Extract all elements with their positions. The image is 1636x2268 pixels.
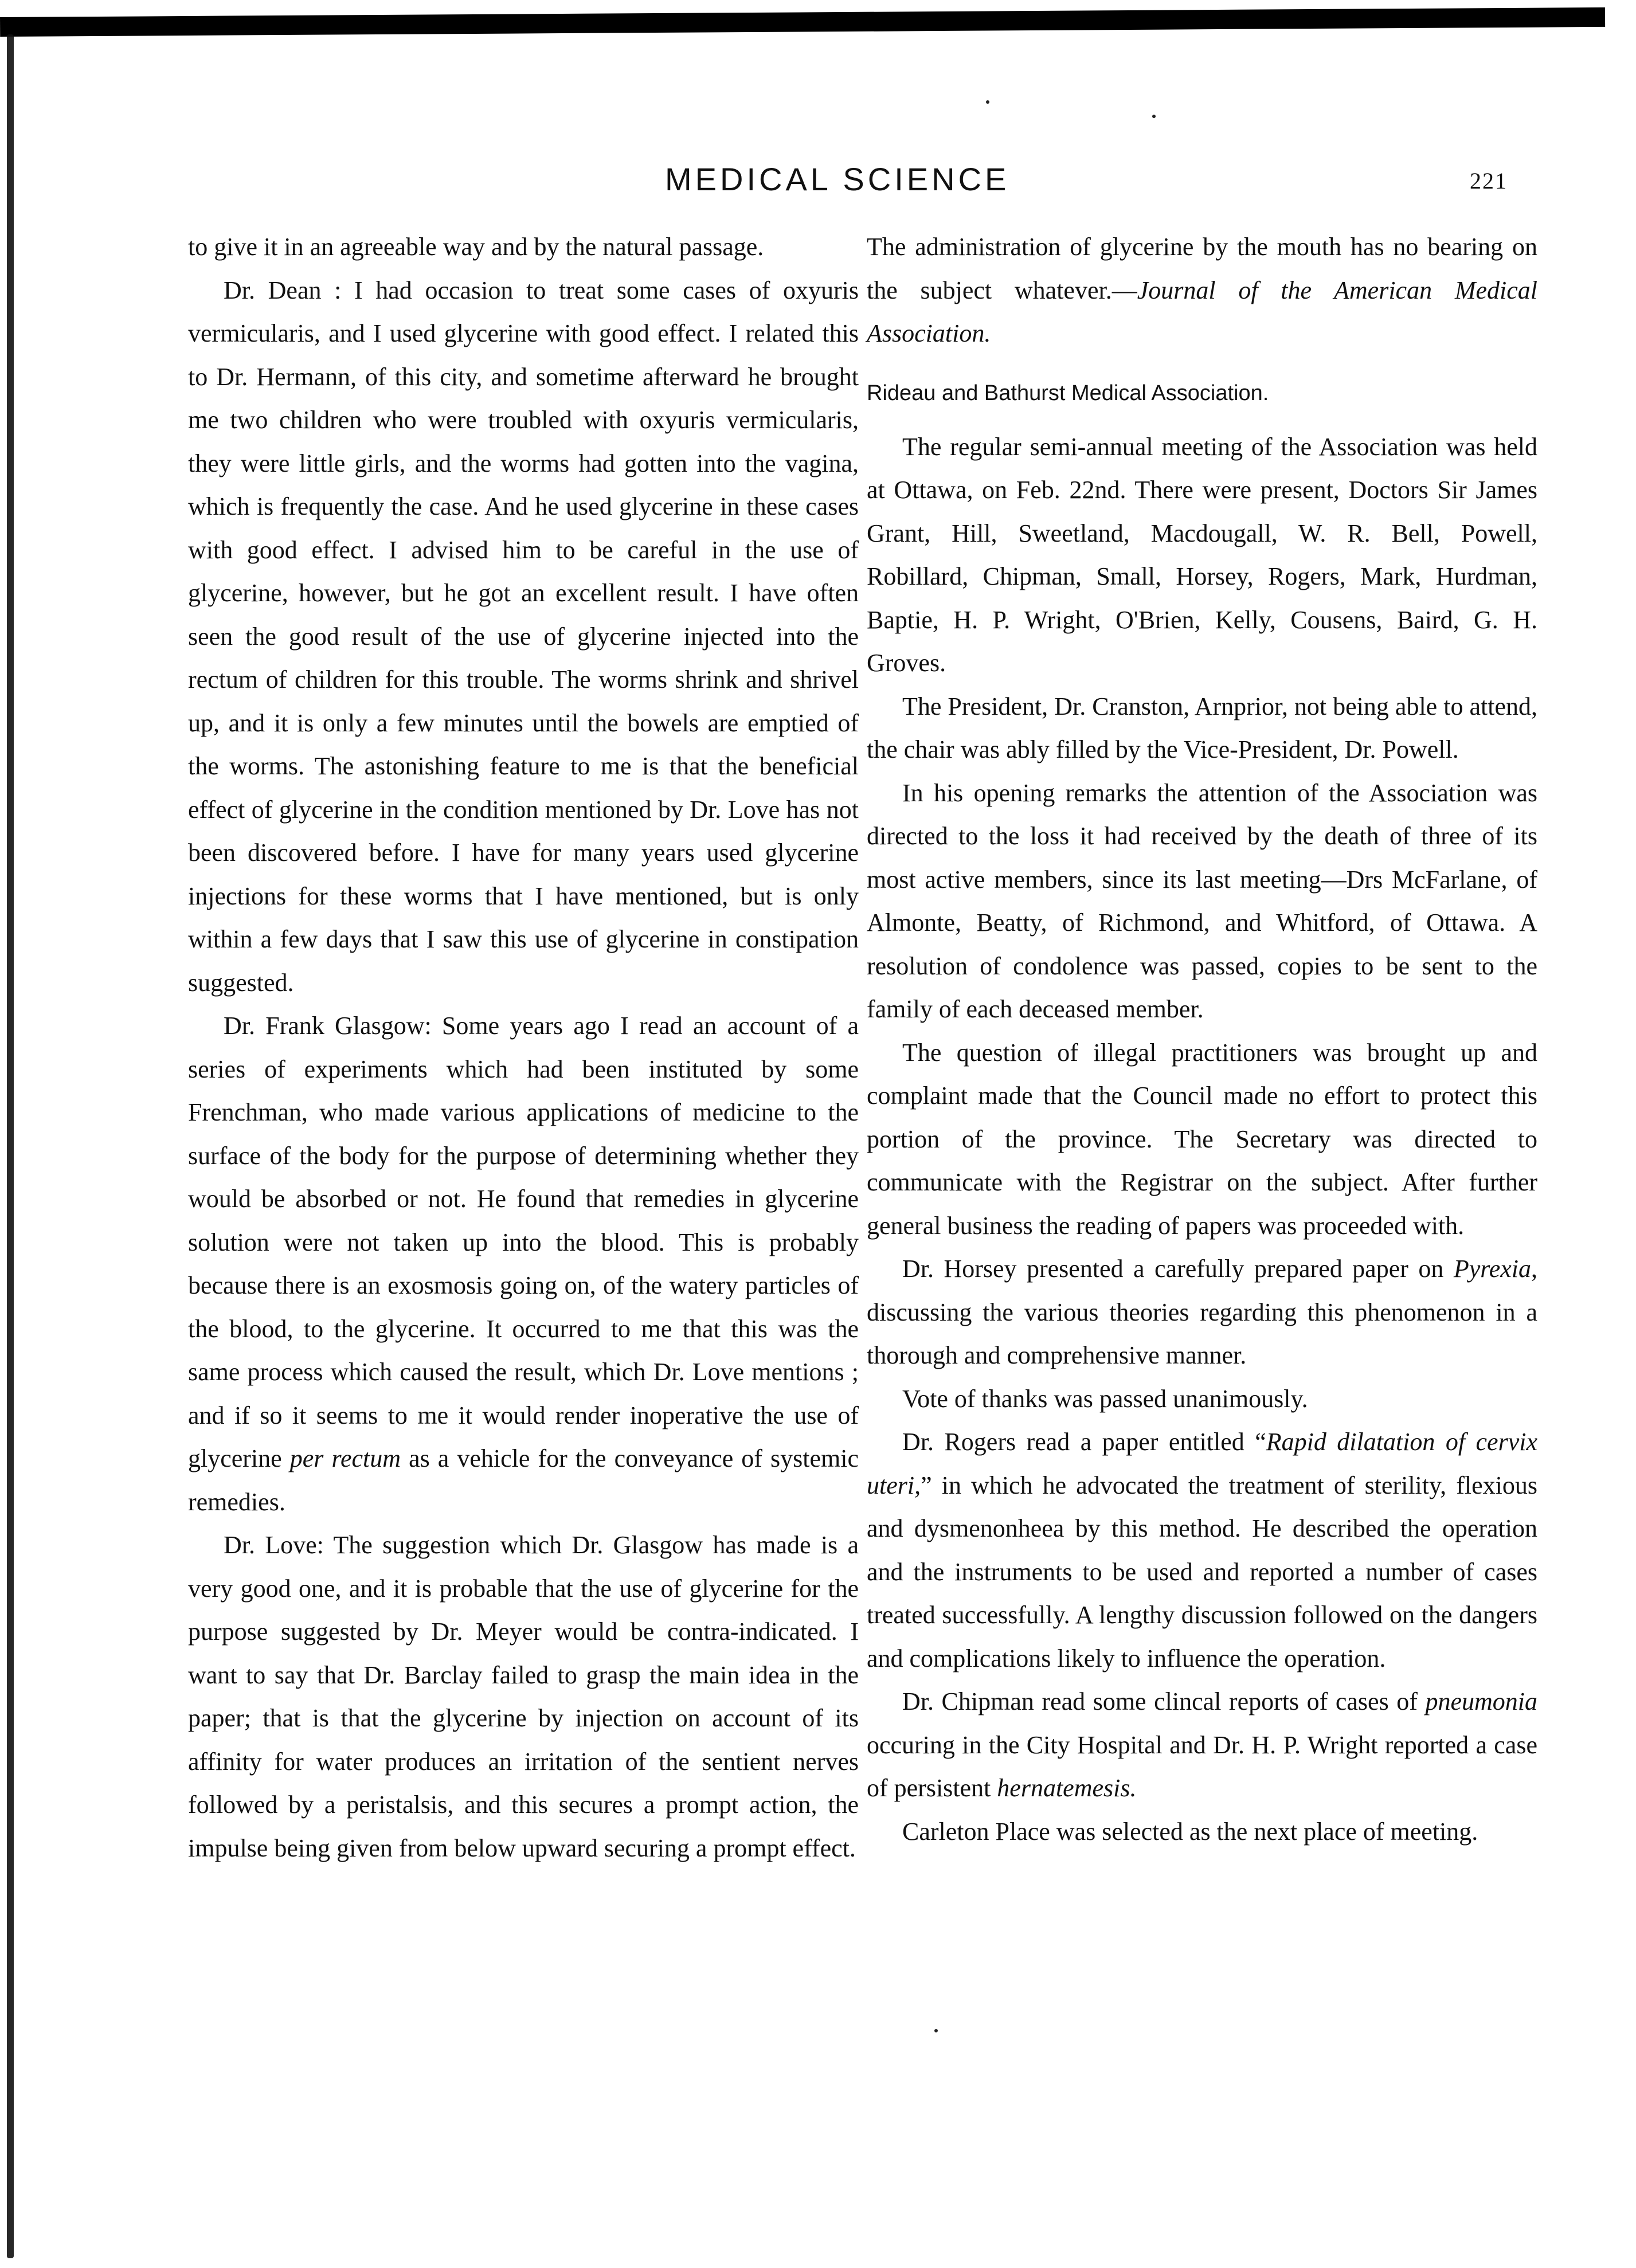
- scan-border-left: [7, 34, 14, 2258]
- page-number: 221: [1470, 168, 1508, 194]
- paragraph-opening-remarks: In his opening remarks the attention of the Association was directed to the loss it had received by the death of three of its most active members, since its last meeting—Drs McFarlane, of Almonte, Beatty, of Richmond, and Whitford, of Ottawa. A resolution of condolence was passed, copies to be sent to the family of each deceased member.: [867, 778, 1537, 1023]
- page-header: [189, 160, 1508, 201]
- italic-term: per rectum: [289, 1444, 401, 1472]
- right-column: [867, 225, 1537, 1853]
- citation: Journal of the American Medical Association.: [867, 276, 1537, 347]
- paragraph-illegal-practitioners: The question of illegal practitioners was brought up and complaint made that the Council made no effort to protect this portion of the province. The Secretary was directed to communicate with the Registrar on the subject. After further general business the reading of papers was proceeded with.: [867, 1038, 1537, 1240]
- paragraph-dr-rogers: [867, 1420, 1537, 1680]
- text: Dr. Chipman read some clincal reports of cases of: [902, 1687, 1426, 1715]
- left-column: [188, 225, 859, 1870]
- text: Dr. Frank Glasgow: Some years ago I read an account of a series of experiments which had been instituted by some Frenchman, who made various applications of medicine to the surface of the body for the purpose of determining whether they would be absorbed or not. He found that remedies in glycerine solution were not taken up into the blood. This is probably because there is an exosmosis going on, of the watery particles of the blood, to the glycerine. It occurred to me that this was the same process which caused the result, which Dr. Love mentions ; and if so it seems to me it would render inoperative the use of glycerine: [188, 1012, 859, 1472]
- paragraph-dr-dean: Dr. Dean : I had occasion to treat some cases of oxyuris vermicularis, and I used glycerine with good effect. I related this to Dr. Hermann, of this city, and sometime afterward he brought me two children who were troubled with oxyuris vermicularis, they were little girls, and the worms had gotten into the vagina, which is frequently the case. And he used glycerine in these cases with good effect. I advised him to be careful in the use of glycerine, however, but he got an excellent result. I have often seen the good result of the use of glycerine injected into the rectum of children for this trouble. The worms shrink and shrivel up, and it is only a few minutes until the bowels are emptied of the worms. The astonishing feature to me is that the beneficial effect of glycerine in the condition mentioned by Dr. Love has not been discovered before. I have for many years used glycerine injections for these worms that I have mentioned, but is only within a few days that I saw this use of glycerine in constipation suggested.: [188, 276, 859, 997]
- italic-title: Rapid dilatation of cervix uteri,: [867, 1428, 1537, 1499]
- paragraph-dr-chipman: [867, 1680, 1537, 1810]
- section-heading: Rideau and Bathurst Medical Association.: [867, 381, 1269, 405]
- paragraph-president: The President, Dr. Cranston, Arnprior, not being able to attend, the chair was ably filled by the Vice-President, Dr. Powell.: [867, 692, 1537, 763]
- paragraph-attendance: The regular semi-annual meeting of the Association was held at Ottawa, on Feb. 22nd. There were present, Doctors Sir James Grant, Hill, Sweetland, Macdougall, W. R. Bell, Powell, Robillard, Chipman, Small, Horsey, Rogers, Mark, Hurdman, Baptie, H. P. Wright, O'Brien, Kelly, Cousens, Baird, G. H. Groves.: [867, 432, 1537, 677]
- scan-border-top: [0, 7, 1605, 37]
- text: The administration of glycerine by the mouth has no bearing on the subject whatever.—: [867, 233, 1537, 304]
- italic-term: pneumonia: [1425, 1687, 1537, 1715]
- paragraph-vote: Vote of thanks was passed unanimously.: [902, 1384, 1308, 1413]
- italic-term: Pyrexia: [1453, 1255, 1531, 1283]
- running-title: MEDICAL SCIENCE: [665, 161, 1010, 197]
- italic-term: hernatemesis.: [997, 1774, 1137, 1802]
- paragraph-next-meeting: Carleton Place was selected as the next place of meeting.: [902, 1817, 1478, 1846]
- scan-speck: [934, 2029, 938, 2032]
- scan-speck: [986, 100, 989, 104]
- paragraph-dr-horsey: [867, 1247, 1537, 1377]
- paragraph-dr-glasgow: [188, 1004, 859, 1523]
- paragraph-dr-love: Dr. Love: The suggestion which Dr. Glasgow has made is a very good one, and it is probable that the use of glycerine for the purpose suggested by Dr. Meyer would be contra-indicated. I want to say that Dr. Barclay failed to grasp the main idea in the paper; that is that the glycerine by injection on account of its affinity for water produces an irritation of the sentient nerves followed by a peristalsis, and this secures a prompt action, the impulse being given from below upward securing a prompt effect.: [188, 1531, 859, 1862]
- text: Dr. Horsey presented a carefully prepared paper on: [902, 1255, 1454, 1283]
- scan-speck: [1152, 115, 1156, 118]
- paragraph: [867, 225, 1537, 355]
- text: ” in which he advocated the treatment of sterility, flexious and dysmenonheea by this method. He described the operation and the instruments to be used and reported a number of cases treated successfully. A lengthy discussion followed on the dangers and complications likely to influence the operation.: [867, 1471, 1537, 1672]
- text: as a vehicle for the conveyance of systemic remedies.: [188, 1444, 859, 1516]
- text: , discussing the various theories regarding this phenomenon in a thorough and comprehensive manner.: [867, 1255, 1537, 1369]
- text: occuring in the City Hospital and Dr. H. P. Wright reported a case of persistent: [867, 1730, 1537, 1802]
- text: Dr. Rogers read a paper entitled “: [902, 1428, 1266, 1456]
- paragraph: to give it in an agreeable way and by the natural passage.: [188, 233, 764, 261]
